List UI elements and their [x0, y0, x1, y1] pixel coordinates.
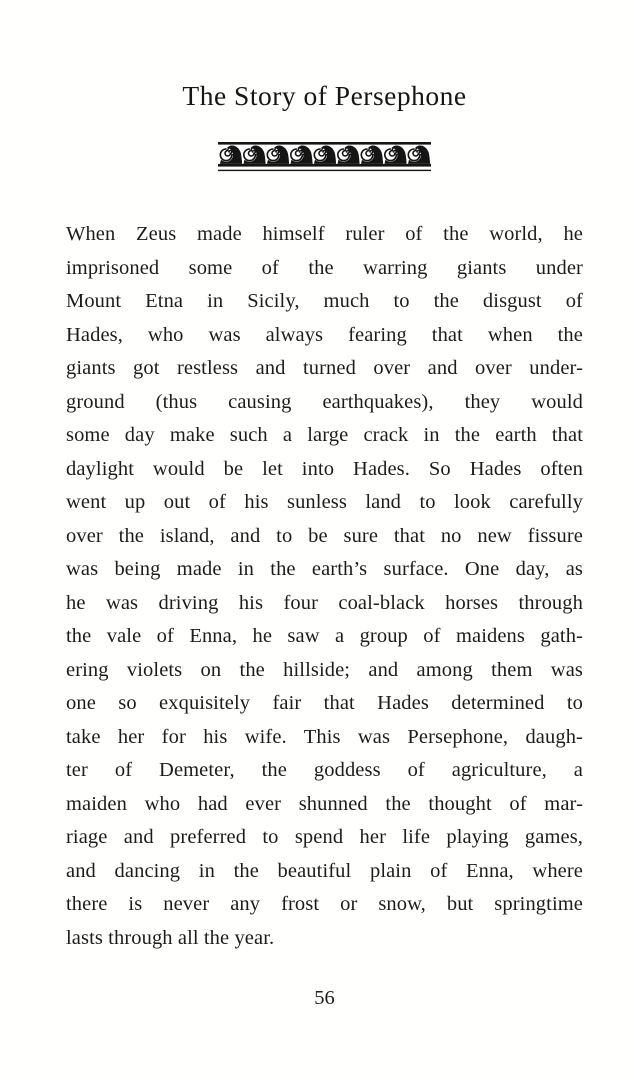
wave-border-icon	[218, 142, 431, 172]
body-line: ering violets on the hillside; and among them was	[66, 658, 583, 681]
body-line: some day make such a large crack in the earth that	[66, 424, 583, 446]
body-line: take her for his wife. This was Persephone, daugh-	[66, 725, 583, 748]
body-line: one so exquisitely fair that Hades determined to	[66, 692, 583, 714]
body-line: the vale of Enna, he saw a group of maidens gath-	[66, 625, 583, 647]
page-number: 56	[314, 987, 335, 1009]
page-title: The Story of Persephone	[182, 80, 467, 111]
body-line: When Zeus made himself ruler of the world, he	[66, 223, 583, 245]
body-line: he was driving his four coal-black horses through	[66, 591, 583, 614]
body-line: there is never any frost or snow, but springtime	[66, 893, 583, 915]
body-line: went up out of his sunless land to look carefully	[66, 491, 583, 513]
body-line: maiden who had ever shunned the thought of mar-	[66, 792, 583, 815]
body-line: lasts through all the year.	[66, 926, 275, 949]
body-line: and dancing in the beautiful plain of Enna, where	[66, 859, 583, 882]
body-line: was being made in the earth’s surface. One day, as	[66, 558, 583, 580]
body-line: giants got restless and turned over and over under-	[66, 357, 583, 379]
body-line: over the island, and to be sure that no new fissure	[66, 524, 583, 547]
body-text	[66, 218, 583, 955]
body-line: daylight would be let into Hades. So Hades often	[66, 457, 583, 480]
body-line: Hades, who was always fearing that when the	[66, 323, 583, 346]
body-line: ground (thus causing earthquakes), they would	[66, 390, 583, 413]
body-line: imprisoned some of the warring giants under	[66, 256, 583, 279]
body-line: ter of Demeter, the goddess of agriculture, a	[66, 759, 583, 781]
body-line: riage and preferred to spend her life playing games,	[66, 826, 583, 848]
body-line: Mount Etna in Sicily, much to the disgust of	[66, 290, 583, 312]
